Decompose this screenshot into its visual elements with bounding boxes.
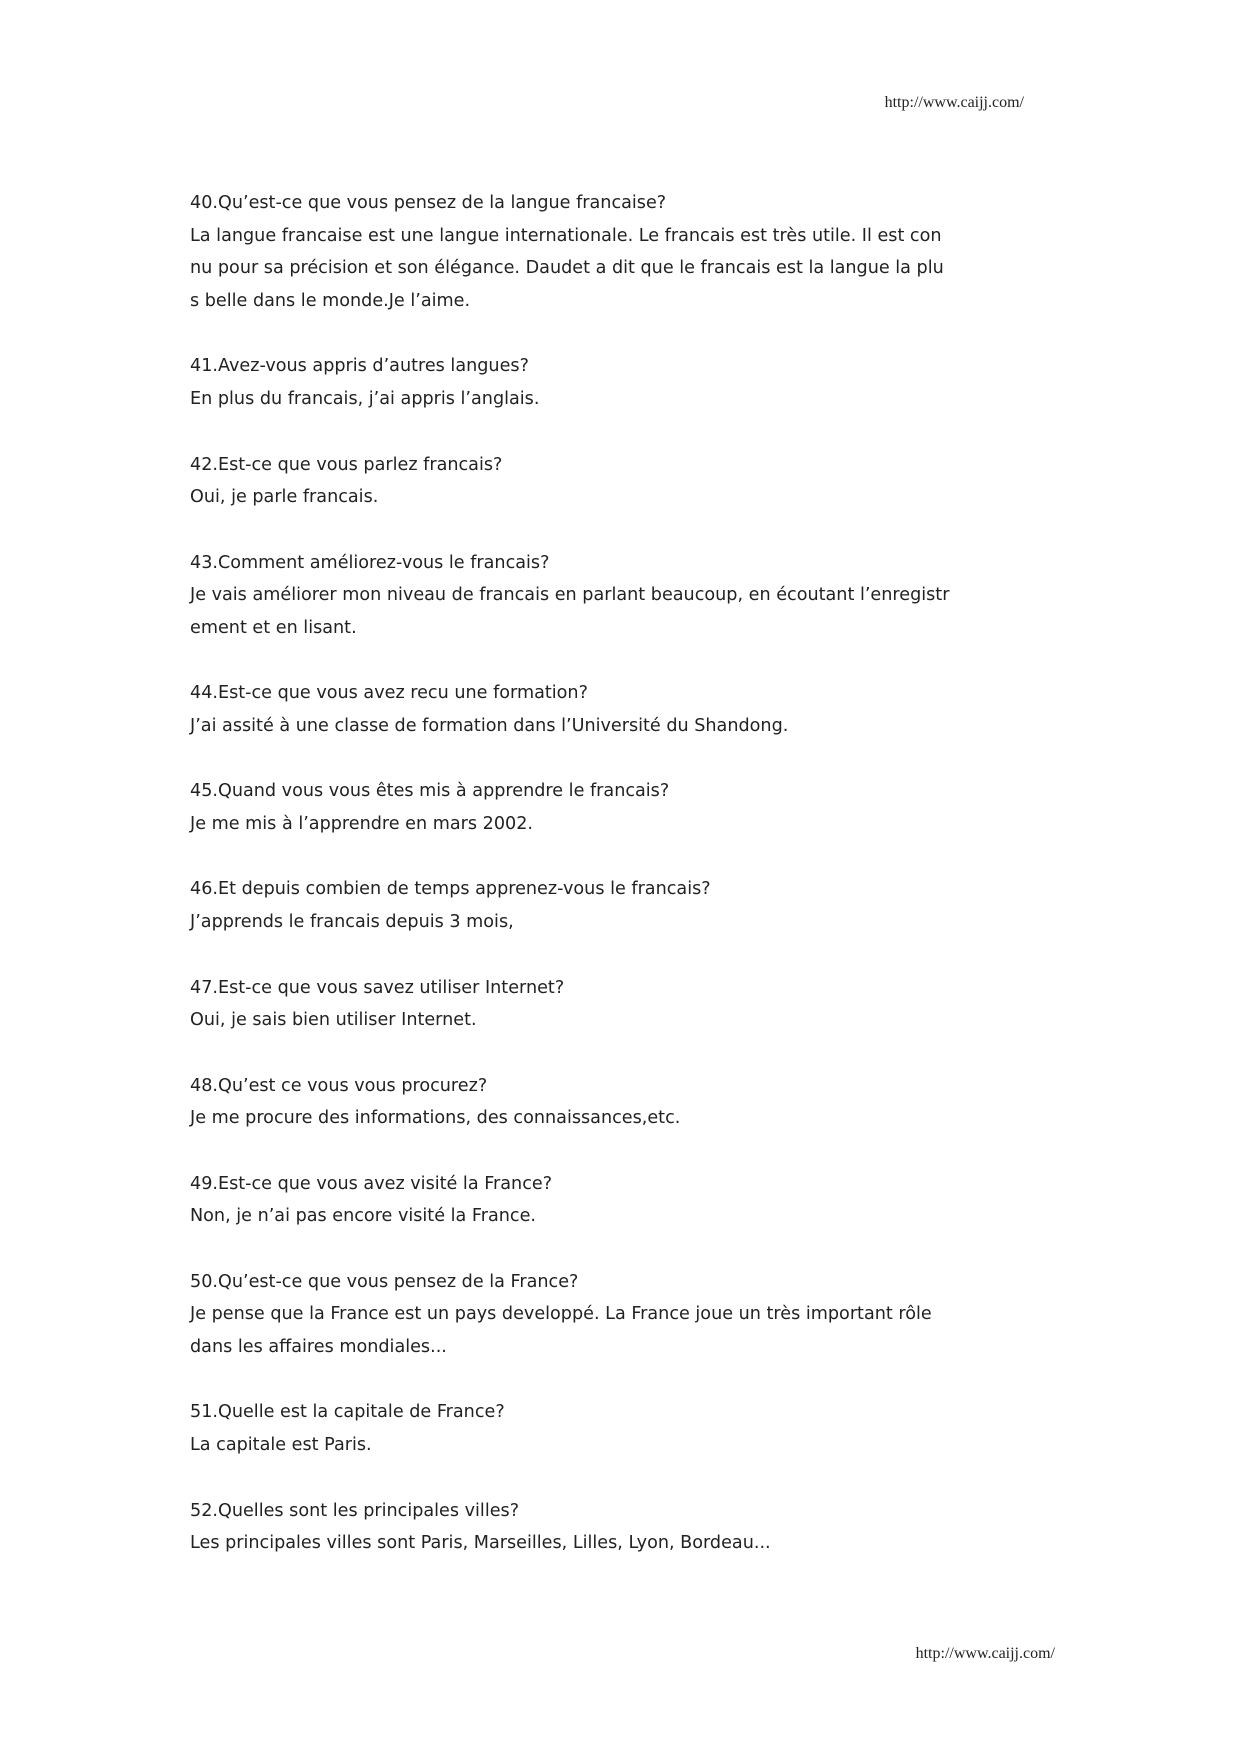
question: 44.Est-ce que vous avez recu une formation? <box>190 683 588 704</box>
qa-item <box>190 187 949 318</box>
answer-line: J’ai assité à une classe de formation dans l’Université du Shandong. <box>190 716 789 736</box>
answer-line: En plus du francais, j’ai appris l’anglais. <box>190 389 540 410</box>
question: 43.Comment améliorez-vous le francais? <box>190 552 550 573</box>
question: 42.Est-ce que vous parlez francais? <box>190 454 503 475</box>
question: 46.Et depuis combien de temps apprenez-vous le francais? <box>190 879 711 900</box>
qa-item <box>190 547 949 645</box>
qa-item <box>190 1396 949 1461</box>
qa-list <box>190 187 949 1593</box>
question: 51.Quelle est la capitale de France? <box>190 1402 505 1423</box>
question: 47.Est-ce que vous savez utiliser Internet? <box>190 977 565 998</box>
answer-line: Je me mis à l’apprendre en mars 2002. <box>190 814 534 835</box>
qa-item <box>190 1168 949 1233</box>
question: 41.Avez-vous appris d’autres langues? <box>190 356 529 377</box>
answer-line: Oui, je sais bien utiliser Internet. <box>190 1010 477 1031</box>
qa-item <box>190 775 949 840</box>
qa-item <box>190 1070 949 1135</box>
qa-item <box>190 873 949 938</box>
answer-line: Je vais améliorer mon niveau de francais en parlant beaucoup, en écoutant l’enregistr <box>190 585 950 606</box>
answer-line: s belle dans le monde.Je l’aime. <box>190 291 471 312</box>
question: 49.Est-ce que vous avez visité la France? <box>190 1173 553 1194</box>
answer-line: La capitale est Paris. <box>190 1435 372 1456</box>
qa-item <box>190 449 949 514</box>
answer-line: Les principales villes sont Paris, Marseilles, Lilles, Lyon, Bordeau... <box>190 1533 771 1554</box>
question: 52.Quelles sont les principales villes? <box>190 1500 520 1521</box>
question: 40.Qu’est-ce que vous pensez de la langue francaise? <box>190 193 667 213</box>
question: 50.Qu’est-ce que vous pensez de la France? <box>190 1271 579 1292</box>
question: 48.Qu’est ce vous vous procurez? <box>190 1075 488 1096</box>
header-url: http://www.caijj.com/ <box>884 94 1024 111</box>
qa-item <box>190 1495 949 1560</box>
answer-line: Je pense que la France est un pays developpé. La France joue un très important rôle <box>190 1304 932 1325</box>
answer-line: dans les affaires mondiales... <box>190 1337 447 1358</box>
answer-line: La langue francaise est une langue internationale. Le francais est très utile. Il est con <box>190 225 942 246</box>
qa-item <box>190 1266 949 1364</box>
qa-item <box>190 350 949 415</box>
answer-line: Oui, je parle francais. <box>190 487 379 508</box>
answer-line: Non, je n’ai pas encore visité la France. <box>190 1206 536 1227</box>
answer-line: Je me procure des informations, des connaissances,etc. <box>190 1108 681 1129</box>
answer-line: nu pour sa précision et son élégance. Daudet a dit que le francais est la langue la plu <box>190 258 944 279</box>
answer-line: J’apprends le francais depuis 3 mois, <box>190 912 514 933</box>
answer-line: ement et en lisant. <box>190 617 357 638</box>
footer-url: http://www.caijj.com/ <box>915 1645 1055 1662</box>
qa-item <box>190 677 949 742</box>
qa-item <box>190 972 949 1037</box>
question: 45.Quand vous vous êtes mis à apprendre le francais? <box>190 781 670 802</box>
